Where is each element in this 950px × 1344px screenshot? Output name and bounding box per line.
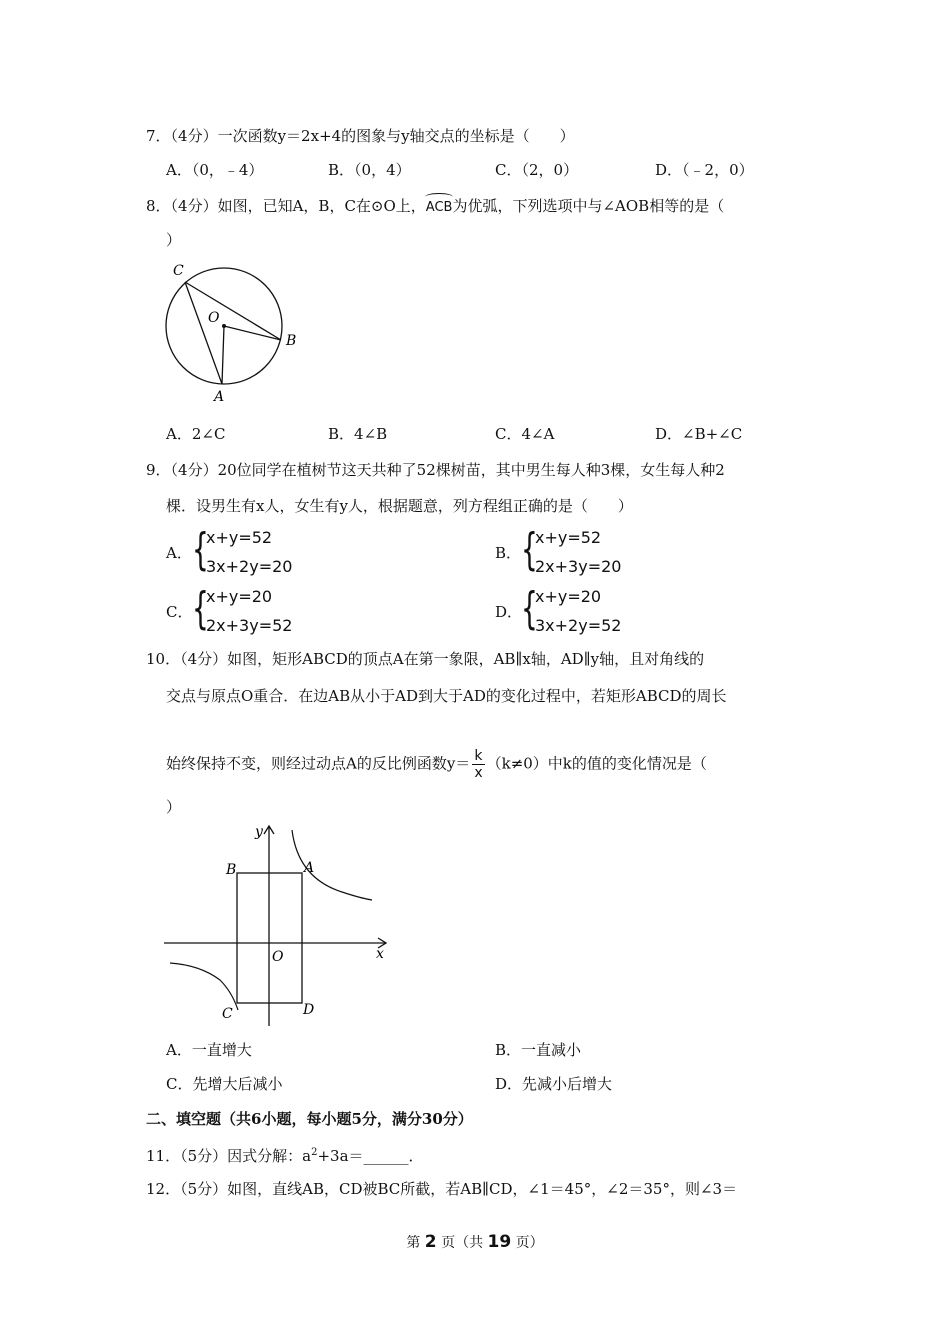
label-o: O (208, 310, 220, 326)
chord-cb (185, 282, 281, 340)
label-x-axis: x (376, 946, 384, 962)
q9-option-b-system (521, 524, 641, 578)
q8-arc-label: ACB (426, 196, 453, 218)
q7-option-c: C．（2，0） (495, 161, 579, 179)
q8-circle-svg (160, 258, 310, 408)
q11-superscript: 2 (311, 1147, 318, 1158)
q10-option-d: D．先减小后增大 (495, 1075, 613, 1093)
page-footer (0, 1232, 950, 1252)
q9-stem-line2: 棵．设男生有x人，女生有y人，根据题意，列方程组正确的是（ ） (166, 497, 633, 515)
q9-option-d-label: D． (495, 603, 523, 621)
q8-stem-cont: ） (166, 231, 182, 249)
q9-stem-line1: 9．（4分）20位同学在植树节这天共种了52棵树苗，其中男生每人种3棵，女生每人种2 (146, 461, 725, 479)
label-y-axis: y (255, 824, 263, 840)
q10-stem-line2: 交点与原点O重合．在边AB从小于AD到大于AD的变化过程中，若矩形ABCD的周长 (166, 687, 727, 705)
q8-option-c: C．4∠A (495, 425, 555, 443)
footer-mid: 页（共 (441, 1235, 484, 1251)
q10-graph-figure (160, 820, 400, 1030)
q9-option-b-label: B． (495, 544, 522, 562)
label-a: A (304, 860, 315, 876)
q10-option-c: C．先增大后减小 (166, 1075, 283, 1093)
chord-ca (185, 282, 222, 384)
q8-option-b: B．4∠B (328, 425, 388, 443)
q7-stem: 7．（4分）一次函数y＝2x+4的图象与y轴交点的坐标是（ ） (146, 127, 575, 145)
hyperbola-branch-q3 (170, 963, 238, 1010)
q9-c-eq2: 2x+3y=52 (206, 616, 293, 635)
q8-stem-pre: 8．（4分）如图，已知A，B，C在⊙O上， (146, 197, 426, 215)
label-a: A (214, 389, 225, 405)
q12-stem: 12．（5分）如图，直线AB，CD被BC所截，若AB∥CD，∠1＝45°，∠2＝35°，则∠3＝ (146, 1180, 738, 1198)
radius-oa (222, 326, 224, 384)
q9-option-d-system (521, 583, 641, 637)
q9-b-eq1: x+y=52 (535, 528, 602, 547)
brace-icon: { (192, 583, 209, 634)
radius-ob (224, 326, 281, 340)
q10-stem-line1: 10．（4分）如图，矩形ABCD的顶点A在第一象限，AB∥x轴，AD∥y轴，且对角线的 (146, 650, 705, 668)
brace-icon: { (192, 524, 209, 575)
label-o: O (272, 949, 284, 965)
label-b: B (286, 333, 297, 349)
q10-stem-line3-pre: 始终保持不变，则经过动点A的反比例函数y＝ (166, 754, 471, 773)
footer-pre: 第 (406, 1235, 421, 1251)
q8-stem-post: 为优弧，下列选项中与∠AOB相等的是（ (452, 197, 725, 215)
q10-stem-line3-post: （k≠0）中k的值的变化情况是（ (486, 754, 707, 773)
q9-option-c-system (192, 583, 312, 637)
q10-stem-cont: ） (166, 798, 182, 816)
q9-c-eq1: x+y=20 (206, 587, 273, 606)
q7-option-b: B．（0，4） (328, 161, 411, 179)
q9-d-eq2: 3x+2y=52 (535, 616, 622, 635)
q8-option-a: A．2∠C (166, 425, 226, 443)
q9-d-eq1: x+y=20 (535, 587, 602, 606)
q9-option-a-label: A． (166, 544, 192, 562)
fraction-denominator: x (474, 765, 483, 781)
q9-option-a-system (192, 524, 312, 578)
q11-stem (146, 1143, 424, 1166)
q10-stem-line3 (166, 748, 707, 781)
brace-icon: { (521, 524, 538, 575)
q8-option-d: D．∠B+∠C (655, 425, 743, 443)
q9-option-c-label: C． (166, 603, 193, 621)
center-point (222, 324, 226, 328)
label-c: C (173, 263, 184, 279)
label-c: C (222, 1006, 233, 1022)
q9-b-eq2: 2x+3y=20 (535, 557, 622, 576)
q10-graph-svg (160, 820, 400, 1030)
q9-a-eq1: x+y=52 (206, 528, 273, 547)
q8-stem (146, 196, 724, 218)
footer-page-number: 2 (424, 1232, 437, 1252)
footer-post: 页） (515, 1235, 544, 1251)
label-b: B (226, 862, 237, 878)
q10-option-b: B．一直减小 (495, 1041, 582, 1059)
q10-option-a: A．一直增大 (166, 1041, 252, 1059)
q7-option-a: A．（0，﹣4） (166, 161, 264, 179)
q11-stem-post: +3a＝______． (317, 1147, 424, 1165)
section-2-heading: 二、填空题（共6小题，每小题5分，满分30分） (146, 1110, 473, 1128)
fraction-numerator: k (472, 748, 484, 765)
q9-a-eq2: 3x+2y=20 (206, 557, 293, 576)
q11-stem-pre: 11．（5分）因式分解：a (146, 1147, 312, 1165)
q7-option-d: D．（﹣2，0） (655, 161, 754, 179)
q8-circle-figure (160, 258, 310, 408)
label-d: D (303, 1002, 315, 1018)
footer-total-pages: 19 (487, 1232, 512, 1252)
brace-icon: { (521, 583, 538, 634)
fraction-k-over-x (472, 748, 484, 781)
